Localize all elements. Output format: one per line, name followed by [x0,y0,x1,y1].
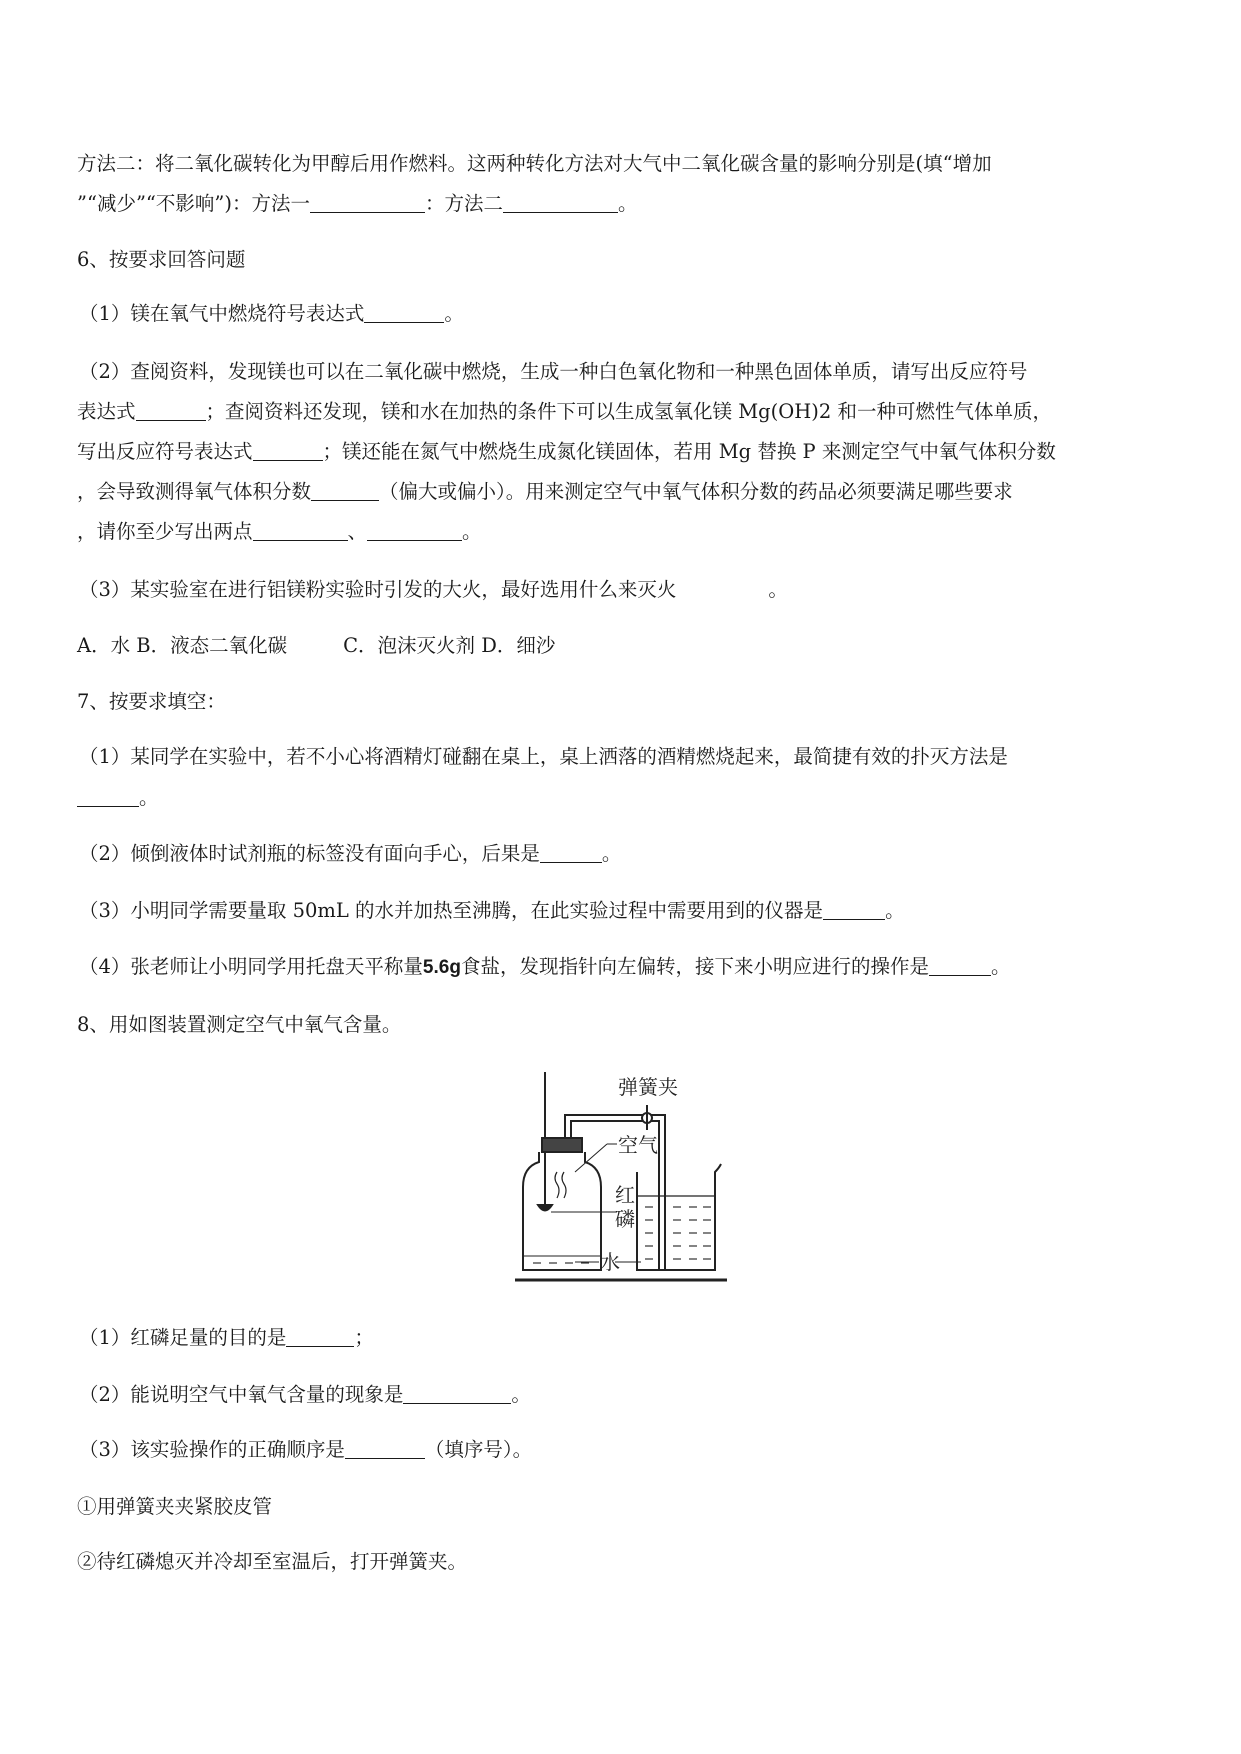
stopper [542,1138,582,1152]
q6-sub2-line2 [77,398,1181,426]
period: 。 [768,578,788,601]
q6-sub2-line4 [77,478,1181,506]
q8-sub1 [79,1324,1181,1352]
text: （填序号）。 [424,1438,533,1461]
label: 表达式 [77,400,136,423]
method-two-text [77,150,1181,178]
period: 。 [990,955,1011,978]
q8-sub2-blank[interactable] [403,1383,511,1404]
q8-step2: ②待红磷熄灭并冷却至室温后，打开弹簧夹。 [77,1550,468,1573]
q6-sub1 [79,300,1181,328]
gas-jar [523,1152,601,1270]
combustion-spoon [538,1205,552,1211]
q6-options [77,632,1181,660]
q6-sub3 [79,576,1181,604]
text: （2）能说明空气中氧气含量的现象是 [79,1383,404,1406]
label-air: 空气 [618,1133,658,1157]
q7-sub4 [79,953,1181,982]
method-one-label: ”“减少”“不影响”)：方法一 [77,192,310,215]
q7-sub1-line1: （1）某同学在实验中，若不小心将酒精灯碰翻在桌上，桌上洒落的酒精燃烧起来，最简捷有效的扑灭方法是 [79,745,1008,768]
label: 写出反应符号表达式 [77,440,253,463]
q6-sub2-line3 [77,438,1181,466]
text: （2）倾倒液体时试剂瓶的标签没有面向手心，后果是 [79,842,540,865]
q6-sub2-blank2[interactable] [253,440,323,461]
q7-sub2-blank[interactable] [540,842,602,863]
q7-sub3 [79,897,1181,925]
beaker-water [645,1207,711,1259]
q8-sub1-blank[interactable] [286,1326,354,1347]
period: 。 [885,899,905,922]
period: 。 [511,1383,531,1406]
q6-options-cd: C．泡沫灭火剂 D．细沙 [343,634,556,657]
label-water: 水 [600,1250,620,1274]
punct: ； [354,1326,374,1349]
q6-options-ab: A．水 B．液态二氧化碳 [77,634,288,657]
method-one-blank[interactable] [310,192,425,213]
q6-sub2-blank5[interactable] [367,520,462,541]
text: ；镁还能在氮气中燃烧生成氮化镁固体，若用 Mg 替换 P 来测定空气中氧气体积分数 [322,440,1056,463]
text: 、 [347,520,368,543]
beaker [637,1164,721,1270]
label-clamp: 弹簧夹 [618,1075,678,1099]
label-phosphorus-2: 磷 [615,1207,635,1231]
q6-sub2-blank1[interactable] [136,400,206,421]
q8-step1: ①用弹簧夹夹紧胶皮管 [77,1495,273,1518]
q8-sub2 [79,1381,1181,1409]
q7-sub1-blank[interactable] [77,786,139,807]
text: ；查阅资料还发现，镁和水在加热的条件下可以生成氢氧化镁 Mg(OH)2 和一种可燃性气体单质， [205,400,1052,423]
q6-sub2-blank3[interactable] [311,480,379,501]
apparatus-diagram [515,1072,745,1294]
q7-sub2 [79,840,1181,868]
q6-sub1-text: （1）镁在氧气中燃烧符号表达式 [79,302,365,325]
q7-sub4-blank[interactable] [929,955,991,976]
period: 。 [601,842,622,865]
label: ，会导致测得氧气体积分数 [77,480,312,503]
q7-heading: 7、按要求填空： [77,690,226,713]
mass-value: 5.6g [422,957,461,978]
label-phosphorus-1: 红 [615,1183,635,1207]
text: 食盐，发现指针向左偏转，接下来小明应进行的操作是 [460,955,929,978]
q7-sub1-line2 [77,784,1181,812]
q6-sub2-line1: （2）查阅资料，发现镁也可以在二氧化碳中燃烧，生成一种白色氧化物和一种黑色固体单质，请写出反应符号 [79,360,1028,383]
text: （3）小明同学需要量取 50mL 的水并加热至沸腾，在此实验过程中需要用到的仪器是 [79,899,824,922]
method-two-label: ：方法二 [424,192,503,215]
text: （1）红磷足量的目的是 [79,1326,287,1349]
period: 。 [462,520,482,543]
period: 。 [139,786,159,809]
q6-sub2-blank4[interactable] [253,520,348,541]
q6-heading: 6、按要求回答问题 [77,248,246,271]
method-two-line1: 方法二：将二氧化碳转化为甲醇后用作燃料。这两种转化方法对大气中二氧化碳含量的影响分别是(填“增加 [77,152,992,175]
apparatus-figure [515,1072,745,1294]
method-two-blank[interactable] [503,192,618,213]
q6-sub2-line5 [77,518,1181,546]
q8-heading: 8、用如图装置测定空气中氧气含量。 [77,1013,402,1036]
period: 。 [444,302,464,325]
q6-sub1-blank[interactable] [364,302,444,323]
text: （3）该实验操作的正确顺序是 [79,1438,345,1461]
label: ，请你至少写出两点 [77,520,253,543]
text: （4）张老师让小明同学用托盘天平称量 [79,955,423,978]
text: （偏大或偏小）。用来测定空气中氧气体积分数的药品必须要满足哪些要求 [379,480,1013,503]
q8-sub3-blank[interactable] [345,1438,425,1459]
method-blanks-line [77,190,1181,218]
q7-sub3-blank[interactable] [823,899,885,920]
q8-sub3 [79,1436,1181,1464]
q6-sub3-text: （3）某实验室在进行铝镁粉实验时引发的大火，最好选用什么来灭火 [79,578,677,601]
period: 。 [617,192,638,215]
